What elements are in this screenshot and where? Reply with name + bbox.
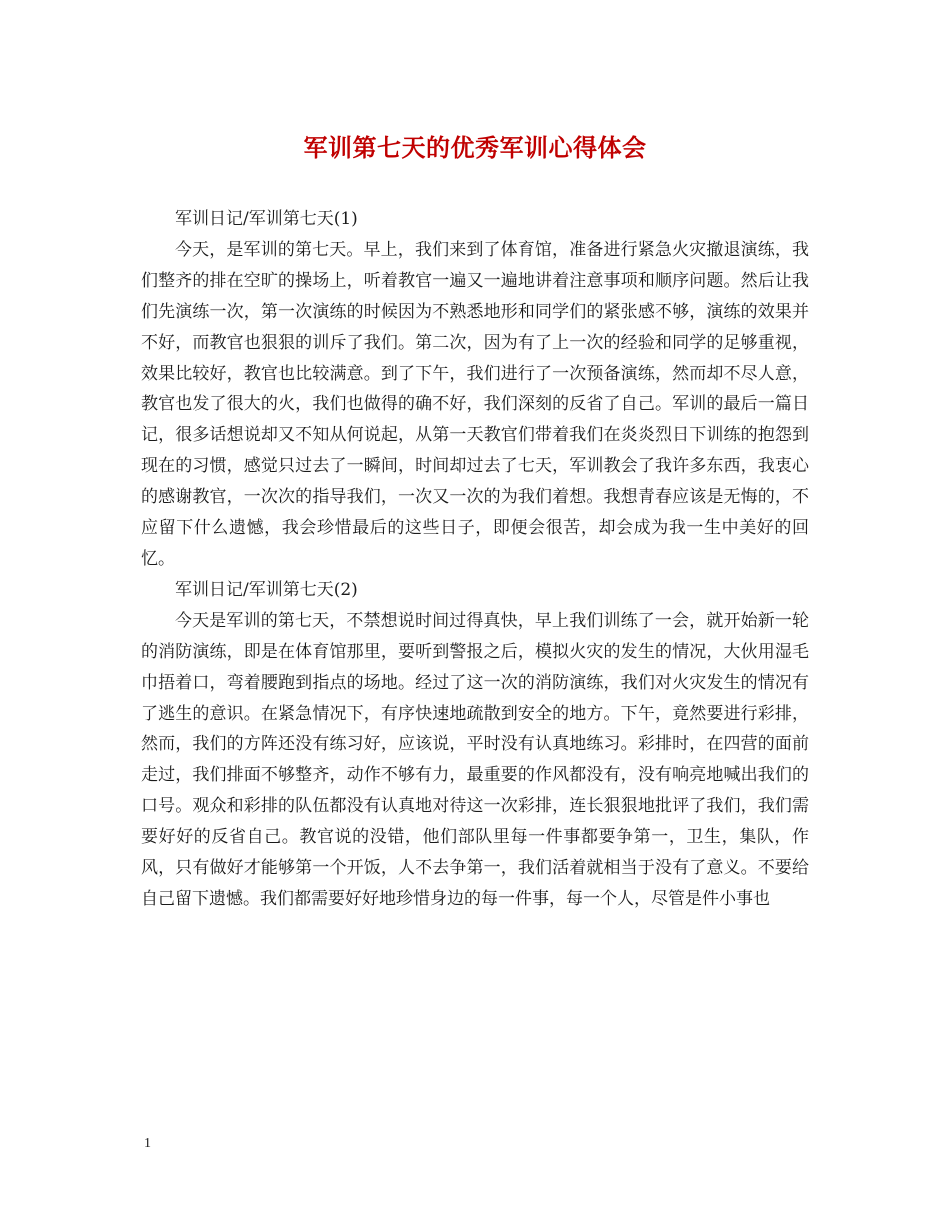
document-title: 军训第七天的优秀军训心得体会 bbox=[303, 133, 647, 162]
section-heading-1: 军训日记/军训第七天(1) bbox=[175, 209, 358, 229]
section-paragraph-1: 今天，是军训的第七天。早上，我们来到了体育馆，准备进行紧急火灾撤退演练，我们整齐的排在空旷的操场上，听着教官一遍又一遍地讲着注意事项和顺序问题。然后让我们先演练一次，第一次演练的时候因为不熟悉地形和同学们的紧张感不够，演练的效果并不好，而教官也狠狠的训斥了我们。第二次，因为有了上一次的经验和同学的足够重视，效果比较好，教官也比较满意。到了下午，我们进行了一次预备演练，然而却不尽人意，教官也发了很大的火，我们也做得的确不好，我们深刻的反省了自己。军训的最后一篇日记，很多话想说却又不知从何说起，从第一天教官们带着我们在炎炎烈日下训练的抱怨到现在的习惯，感觉只过去了一瞬间，时间却过去了七天，军训教会了我许多东西，我衷心的感谢教官，一次次的指导我们，一次又一次的为我们着想。我想青春应该是无悔的，不应留下什么遗憾，我会珍惜最后的这些日子，即便会很苦，却会成为我一生中美好的回忆。 bbox=[141, 239, 809, 569]
section-heading-2: 军训日记/军训第七天(2) bbox=[175, 579, 358, 600]
page-number: 1 bbox=[144, 1136, 151, 1151]
section-paragraph-2: 今天是军训的第七天，不禁想说时间过得真快，早上我们训练了一会，就开始新一轮的消防演练，即是在体育馆那里，要听到警报之后，模拟火灾的发生的情况，大伙用湿毛巾捂着口，弯着腰跑到指点的场地。经过了这一次的消防演练，我们对火灾发生的情况有了逃生的意识。在紧急情况下，有序快速地疏散到安全的地方。下午，竟然要进行彩排，然而，我们的方阵还没有练习好，应该说，平时没有认真地练习。彩排时，在四营的面前走过，我们排面不够整齐，动作不够有力，最重要的作风都没有，没有响亮地喊出我们的口号。观众和彩排的队伍都没有认真地对待这一次彩排，连长狠狠地批评了我们，我们需要好好的反省自己。教官说的没错，他们部队里每一件事都要争第一，卫生，集队，作风，只有做好才能够第一个开饭，人不去争第一，我们活着就相当于没有了意义。不要给自己留下遗憾。我们都需要好好地珍惜身边的每一件事，每一个人，尽管是件小事也 bbox=[141, 610, 809, 909]
document-body bbox=[141, 204, 809, 915]
